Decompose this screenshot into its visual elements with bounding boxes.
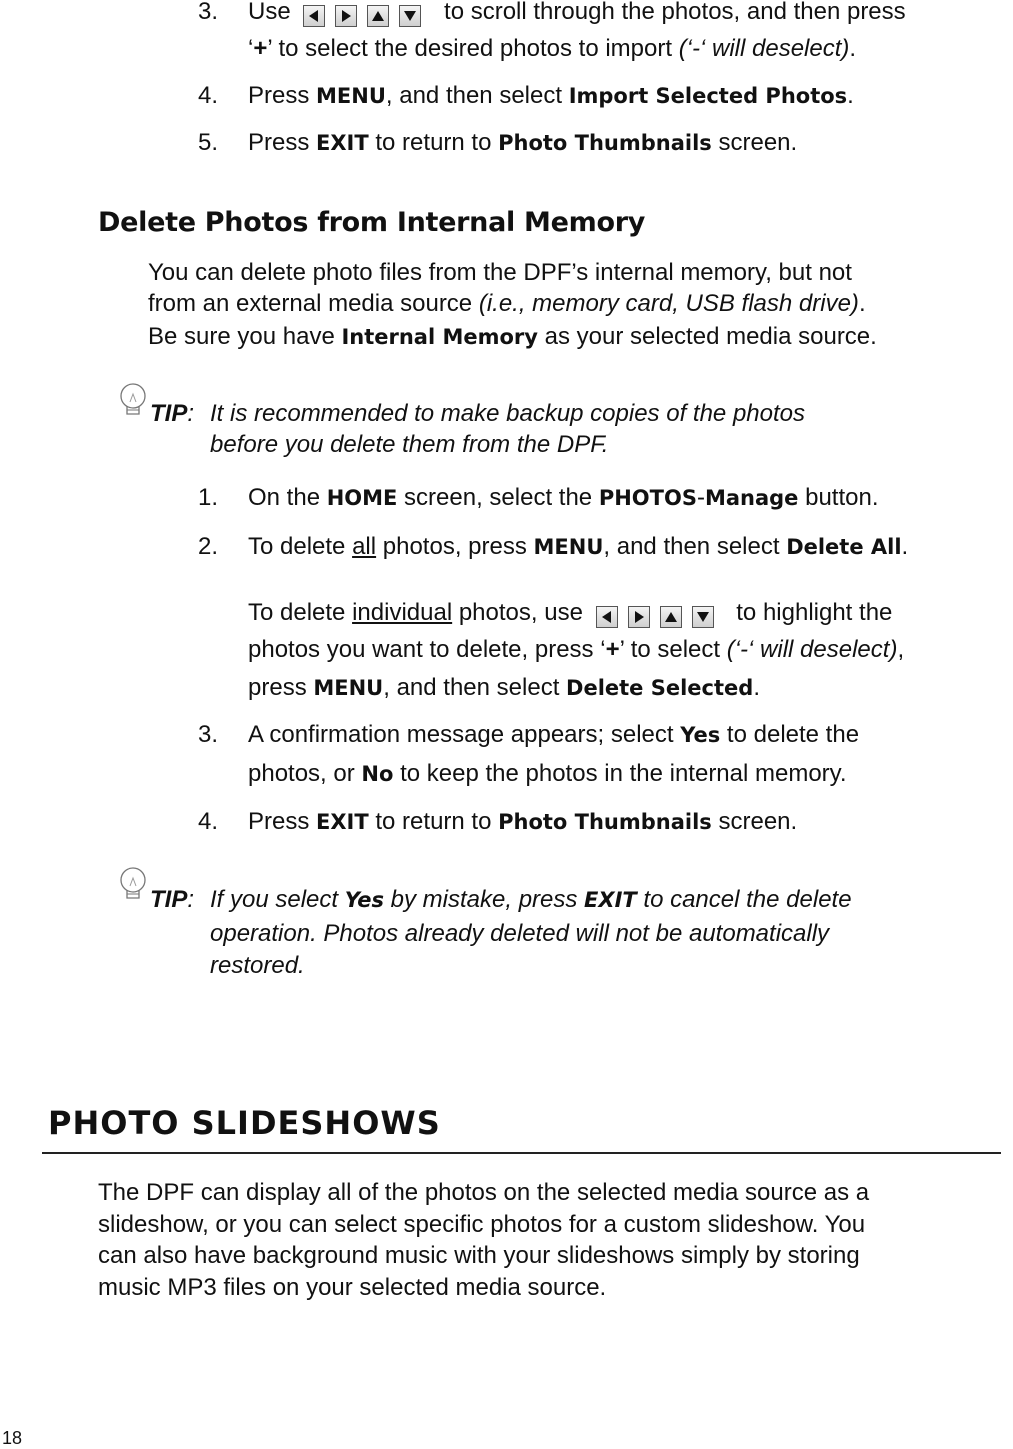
- delete-step-3-line1: A confirmation message appears; select Yes to delete the: [248, 721, 860, 748]
- navigation-arrows: [596, 600, 724, 632]
- down-arrow-icon: [399, 5, 421, 27]
- delete-step-3-line2: photos, or No to keep the photos in the internal memory.: [248, 760, 847, 787]
- delete-step-2b-line2: photos you want to delete, press ‘+’ to select (‘-‘ will deselect),: [248, 636, 905, 663]
- up-arrow-icon: [660, 606, 682, 628]
- tip-1-text-1: It is recommended to make backup copies of the photos: [210, 400, 805, 427]
- step-number: 5.: [198, 129, 219, 156]
- tip-2-text-2: operation. Photos already deleted will not be automatically: [210, 920, 830, 947]
- delete-step-2b-line3: press MENU, and then select Delete Selected.: [248, 674, 760, 701]
- right-arrow-icon: [628, 606, 650, 628]
- slideshows-line-3: can also have background music with your slideshows simply by storing: [98, 1242, 860, 1269]
- lightbulb-icon: [116, 866, 150, 906]
- left-arrow-icon: [596, 606, 618, 628]
- intro-line-1: You can delete photo files from the DPF’s internal memory, but not: [148, 259, 852, 286]
- down-arrow-icon: [692, 606, 714, 628]
- delete-step-2b-line1: To delete individual photos, use to highlight the: [248, 597, 892, 632]
- step-number: 4.: [198, 808, 219, 835]
- navigation-arrows: [303, 0, 431, 31]
- import-step-3-line1: Use to scroll through the photos, and then press: [248, 0, 906, 31]
- step-number: 3.: [198, 0, 219, 25]
- delete-step-2: To delete all photos, press MENU, and then select Delete All.: [248, 533, 909, 560]
- slideshows-line-2: slideshow, or you can select specific photos for a custom slideshow. You: [98, 1211, 866, 1238]
- intro-line-2: from an external media source (i.e., memory card, USB flash drive).: [148, 290, 866, 317]
- right-arrow-icon: [335, 5, 357, 27]
- delete-step-1: On the HOME screen, select the PHOTOS-Manage button.: [248, 484, 879, 511]
- import-step-5: Press EXIT to return to Photo Thumbnails screen.: [248, 129, 798, 156]
- import-step-3-line2: ‘+’ to select the desired photos to import (‘-‘ will deselect).: [248, 35, 857, 62]
- slideshows-line-4: music MP3 files on your selected media source.: [98, 1274, 607, 1301]
- delete-step-4: Press EXIT to return to Photo Thumbnails screen.: [248, 808, 798, 835]
- step-number: 4.: [198, 82, 219, 109]
- up-arrow-icon: [367, 5, 389, 27]
- section-heading: Delete Photos from Internal Memory: [98, 207, 646, 238]
- left-arrow-icon: [303, 5, 325, 27]
- step-number: 3.: [198, 721, 219, 748]
- import-step-4: Press MENU, and then select Import Selected Photos.: [248, 82, 854, 109]
- step-number: 1.: [198, 484, 219, 511]
- page-number: 18: [2, 1428, 23, 1448]
- intro-line-3: Be sure you have Internal Memory as your selected media source.: [148, 323, 877, 350]
- heading-divider: [42, 1152, 1001, 1154]
- tip-label: TIP: [150, 886, 188, 913]
- tip-2-text-3: restored.: [210, 952, 305, 979]
- tip-2-text-1: If you select Yes by mistake, press EXIT to cancel the delete: [210, 886, 852, 913]
- slideshows-line-1: The DPF can display all of the photos on the selected media source as a: [98, 1179, 870, 1206]
- step-number: 2.: [198, 533, 219, 560]
- lightbulb-icon: [116, 382, 150, 422]
- tip-1-text-2: before you delete them from the DPF.: [210, 431, 609, 458]
- tip-1-line1: TIP:: [150, 400, 195, 427]
- chapter-heading: PHOTO SLIDESHOWS: [48, 1104, 441, 1142]
- tip-label: TIP: [150, 400, 188, 427]
- tip-2-label-line: TIP:: [150, 886, 195, 913]
